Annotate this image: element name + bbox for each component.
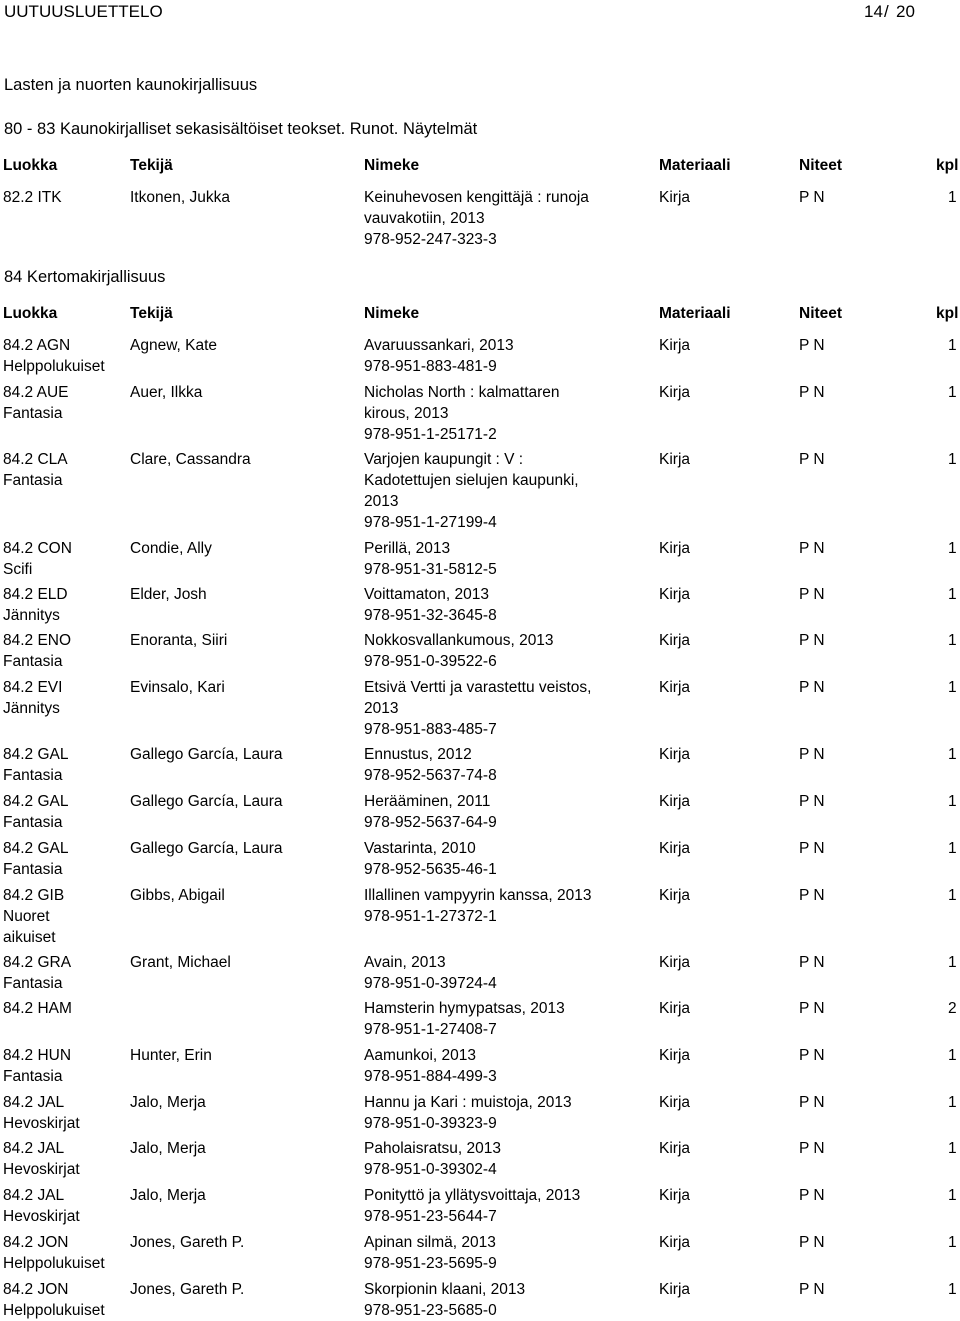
author: Itkonen, Jukka [130, 189, 230, 206]
material: Kirja [659, 384, 691, 401]
copies-count: 1 [948, 793, 957, 810]
copies-status: P N [799, 189, 825, 206]
genre-label: Hevoskirjat [3, 1115, 80, 1132]
author: Clare, Cassandra [130, 451, 251, 468]
title-line: 2013 [364, 700, 399, 717]
copies-count: 1 [948, 840, 957, 857]
author: Gibbs, Abigail [130, 887, 225, 904]
isbn: 978-951-1-25171-2 [364, 426, 497, 443]
material: Kirja [659, 1187, 691, 1204]
title-line: Ponityttö ja yllätysvoittaja, 2013 [364, 1187, 581, 1204]
col-header-kpl: kpl [936, 305, 959, 322]
copies-status: P N [799, 1187, 825, 1204]
section-heading: 84 Kertomakirjallisuus [4, 268, 166, 286]
isbn: 978-951-23-5644-7 [364, 1208, 497, 1225]
copies-status: P N [799, 746, 825, 763]
section-heading: 80 - 83 Kaunokirjalliset sekasisältöiset teokset. Runot. Näytelmät [4, 120, 478, 138]
author: Gallego García, Laura [130, 793, 283, 810]
author: Jalo, Merja [130, 1187, 206, 1204]
copies-status: P N [799, 540, 825, 557]
copies-count: 1 [948, 632, 957, 649]
genre-label: Fantasia [3, 1068, 63, 1085]
copies-count: 1 [948, 1234, 957, 1251]
isbn: 978-951-1-27199-4 [364, 514, 497, 531]
copies-status: P N [799, 632, 825, 649]
title-line: Nokkosvallankumous, 2013 [364, 632, 554, 649]
genre-label: Nuoret [3, 908, 50, 925]
title-line: Avaruussankari, 2013 [364, 337, 514, 354]
isbn: 978-952-5637-64-9 [364, 814, 497, 831]
author: Gallego García, Laura [130, 746, 283, 763]
author: Auer, Ilkka [130, 384, 203, 401]
copies-count: 1 [948, 1140, 957, 1157]
author: Enoranta, Siiri [130, 632, 228, 649]
copies-count: 1 [948, 337, 957, 354]
isbn: 978-951-0-39302-4 [364, 1161, 497, 1178]
copies-status: P N [799, 451, 825, 468]
copies-count: 1 [948, 189, 957, 206]
author: Evinsalo, Kari [130, 679, 225, 696]
class-code: 84.2 JON [3, 1234, 69, 1251]
author: Agnew, Kate [130, 337, 218, 354]
col-header-kpl: kpl [936, 157, 959, 174]
material: Kirja [659, 1140, 691, 1157]
author: Grant, Michael [130, 954, 231, 971]
copies-count: 1 [948, 887, 957, 904]
genre-label: Fantasia [3, 814, 63, 831]
genre-label: Scifi [3, 561, 33, 578]
material: Kirja [659, 632, 691, 649]
copies-status: P N [799, 1094, 825, 1111]
page-title: UUTUUSLUETTELO [4, 2, 163, 21]
material: Kirja [659, 540, 691, 557]
author: Elder, Josh [130, 586, 207, 603]
genre-label: Fantasia [3, 975, 63, 992]
class-code: 84.2 CLA [3, 451, 68, 468]
copies-status: P N [799, 793, 825, 810]
author: Hunter, Erin [130, 1047, 212, 1064]
material: Kirja [659, 1234, 691, 1251]
class-code: 84.2 CON [3, 540, 72, 557]
title-line: Avain, 2013 [364, 954, 446, 971]
class-code: 84.2 JAL [3, 1094, 65, 1111]
col-header-tekija: Tekijä [130, 157, 173, 174]
class-code: 84.2 ENO [3, 632, 72, 649]
title-line: Keinuhevosen kengittäjä : runoja [364, 189, 589, 206]
title-line: Ennustus, 2012 [364, 746, 472, 763]
genre-label: Helppolukuiset [3, 1302, 105, 1319]
author: Jalo, Merja [130, 1094, 206, 1111]
author: Jones, Gareth P. [130, 1234, 245, 1251]
genre-label: Fantasia [3, 472, 63, 489]
copies-status: P N [799, 1281, 825, 1298]
genre-label: aikuiset [3, 929, 56, 946]
title-line: Illallinen vampyyrin kanssa, 2013 [364, 887, 592, 904]
copies-count: 1 [948, 384, 957, 401]
author: Condie, Ally [130, 540, 212, 557]
copies-count: 1 [948, 1047, 957, 1064]
copies-status: P N [799, 586, 825, 603]
isbn: 978-951-1-27408-7 [364, 1021, 497, 1038]
copies-count: 1 [948, 1094, 957, 1111]
title-line: Hamsterin hymypatsas, 2013 [364, 1000, 565, 1017]
copies-status: P N [799, 1140, 825, 1157]
material: Kirja [659, 793, 691, 810]
isbn: 978-951-0-39724-4 [364, 975, 497, 992]
copies-status: P N [799, 887, 825, 904]
isbn: 978-952-5637-74-8 [364, 767, 497, 784]
material: Kirja [659, 451, 691, 468]
class-code: 84.2 GAL [3, 746, 69, 763]
material: Kirja [659, 586, 691, 603]
class-code: 84.2 HUN [3, 1047, 72, 1064]
title-line: Skorpionin klaani, 2013 [364, 1281, 526, 1298]
copies-status: P N [799, 1234, 825, 1251]
class-code: 84.2 GRA [3, 954, 72, 971]
title-line: vauvakotiin, 2013 [364, 210, 485, 227]
genre-label: Hevoskirjat [3, 1161, 80, 1178]
material: Kirja [659, 337, 691, 354]
material: Kirja [659, 1047, 691, 1064]
material: Kirja [659, 840, 691, 857]
col-header-niteet: Niteet [799, 305, 843, 322]
material: Kirja [659, 189, 691, 206]
isbn: 978-952-5635-46-1 [364, 861, 497, 878]
title-line: Paholaisratsu, 2013 [364, 1140, 502, 1157]
title-line: Voittamaton, 2013 [364, 586, 489, 603]
material: Kirja [659, 954, 691, 971]
copies-status: P N [799, 384, 825, 401]
title-line: Hannu ja Kari : muistoja, 2013 [364, 1094, 572, 1111]
isbn: 978-951-883-481-9 [364, 358, 497, 375]
title-line: Perillä, 2013 [364, 540, 451, 557]
genre-label: Helppolukuiset [3, 358, 105, 375]
title-line: 2013 [364, 493, 399, 510]
class-code: 84.2 EVI [3, 679, 63, 696]
isbn: 978-951-884-499-3 [364, 1068, 497, 1085]
isbn: 978-951-883-485-7 [364, 721, 497, 738]
col-header-luokka: Luokka [3, 157, 58, 174]
col-header-nimeke: Nimeke [364, 305, 420, 322]
genre-label: Jännitys [3, 700, 60, 717]
title-line: Herääminen, 2011 [364, 793, 491, 810]
material: Kirja [659, 679, 691, 696]
class-code: 84.2 HAM [3, 1000, 72, 1017]
author: Jones, Gareth P. [130, 1281, 245, 1298]
copies-count: 1 [948, 540, 957, 557]
genre-label: Hevoskirjat [3, 1208, 80, 1225]
material: Kirja [659, 746, 691, 763]
genre-label: Fantasia [3, 653, 63, 670]
col-header-tekija: Tekijä [130, 305, 173, 322]
copies-count: 1 [948, 1187, 957, 1204]
genre-label: Fantasia [3, 861, 63, 878]
class-code: 84.2 GAL [3, 840, 69, 857]
isbn: 978-951-31-5812-5 [364, 561, 497, 578]
col-header-materiaali: Materiaali [659, 305, 731, 322]
page-current: 14 [864, 2, 883, 21]
isbn: 978-951-23-5695-9 [364, 1255, 497, 1272]
material: Kirja [659, 887, 691, 904]
copies-count: 1 [948, 746, 957, 763]
class-code: 84.2 ELD [3, 586, 68, 603]
copies-count: 1 [948, 586, 957, 603]
copies-status: P N [799, 1000, 825, 1017]
genre-label: Fantasia [3, 405, 63, 422]
col-header-luokka: Luokka [3, 305, 58, 322]
col-header-niteet: Niteet [799, 157, 843, 174]
class-code: 84.2 GAL [3, 793, 69, 810]
col-header-materiaali: Materiaali [659, 157, 731, 174]
title-line: Kadotettujen sielujen kaupunki, [364, 472, 579, 489]
material: Kirja [659, 1281, 691, 1298]
material: Kirja [659, 1094, 691, 1111]
copies-status: P N [799, 840, 825, 857]
section-heading-main: Lasten ja nuorten kaunokirjallisuus [4, 76, 258, 94]
copies-status: P N [799, 1047, 825, 1064]
col-header-nimeke: Nimeke [364, 157, 420, 174]
copies-count: 2 [948, 1000, 957, 1017]
class-code: 84.2 AGN [3, 337, 71, 354]
genre-label: Helppolukuiset [3, 1255, 105, 1272]
class-code: 84.2 AUE [3, 384, 69, 401]
page-separator: / [884, 2, 889, 21]
title-line: Aamunkoi, 2013 [364, 1047, 477, 1064]
author: Gallego García, Laura [130, 840, 283, 857]
page-total: 20 [896, 2, 915, 21]
class-code: 84.2 JAL [3, 1187, 65, 1204]
author: Jalo, Merja [130, 1140, 206, 1157]
class-code: 82.2 ITK [3, 189, 62, 206]
class-code: 84.2 JON [3, 1281, 69, 1298]
isbn: 978-951-23-5685-0 [364, 1302, 497, 1319]
class-code: 84.2 JAL [3, 1140, 65, 1157]
genre-label: Jännitys [3, 607, 60, 624]
isbn: 978-951-32-3645-8 [364, 607, 497, 624]
isbn: 978-952-247-323-3 [364, 231, 497, 248]
title-line: Etsivä Vertti ja varastettu veistos, [364, 679, 592, 696]
isbn: 978-951-0-39323-9 [364, 1115, 497, 1132]
title-line: Nicholas North : kalmattaren [364, 384, 560, 401]
isbn: 978-951-0-39522-6 [364, 653, 497, 670]
copies-count: 1 [948, 679, 957, 696]
copies-status: P N [799, 954, 825, 971]
material: Kirja [659, 1000, 691, 1017]
copies-count: 1 [948, 451, 957, 468]
isbn: 978-951-1-27372-1 [364, 908, 497, 925]
title-line: Varjojen kaupungit : V : [364, 451, 524, 468]
copies-count: 1 [948, 1281, 957, 1298]
genre-label: Fantasia [3, 767, 63, 784]
title-line: Vastarinta, 2010 [364, 840, 476, 857]
title-line: Apinan silmä, 2013 [364, 1234, 496, 1251]
copies-status: P N [799, 337, 825, 354]
copies-count: 1 [948, 954, 957, 971]
class-code: 84.2 GIB [3, 887, 65, 904]
copies-status: P N [799, 679, 825, 696]
title-line: kirous, 2013 [364, 405, 449, 422]
